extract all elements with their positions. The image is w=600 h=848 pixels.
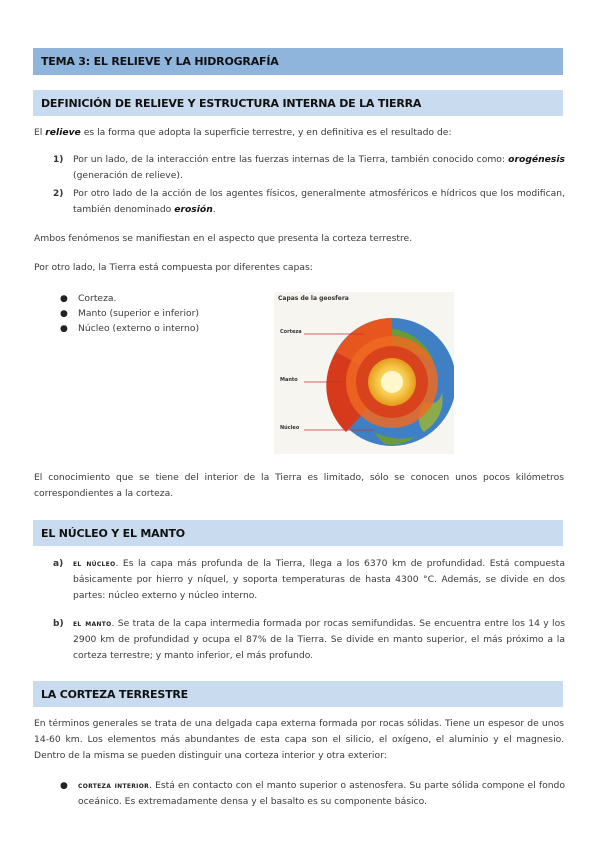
list-item: el manto. Se trata de la capa intermedia formada por rocas semifundidas. Se encuentra entre los 14 y los 2900 km de profundidad y ocupa el 87% de la Tierra. Se divide en manto superior, el más próximo a la corteza terrestre; y manto inferior, el más profundo. [73,618,565,661]
layer-item: Corteza. [78,293,117,304]
list-item: Por un lado, de la interacción entre las fuerzas internas de la Tierra, también conocido como: orogénesis (generación de relieve). [73,154,565,181]
layer-item: Núcleo (externo o interno) [78,323,200,334]
section-heading-nucleo-manto [33,520,563,546]
bullet-icon: ● [60,781,68,791]
figure-label-manto: Manto [280,377,298,383]
list-letter: b) [53,619,64,629]
paragraph-corteza: En términos generales se trata de una delgada capa externa formada por rocas sólidas. Tiene un espesor de unos 14-60 km. Los elementos más abundantes de esta capa son el silicio, el oxígeno, el aluminio y el magnesio. Dentro de la misma se pueden distinguir una corteza interior y otra exterior: [34,718,564,761]
figure-label-nucleo: Núcleo [280,425,300,431]
list-item: el núcleo. Es la capa más profunda de la Tierra, llega a los 6370 km de profundidad. Está compuesta básicamente por hierro y níquel, y soporta temperaturas de hasta 4300 °C. Además, se divide en dos partes: núcleo externo y núcleo interno. [73,558,565,601]
document-title-bar [33,48,563,75]
section-heading-relieve [33,90,563,116]
section-title: EL NÚCLEO Y EL MANTO [41,526,185,540]
list-number: 2) [53,189,64,199]
bullet-icon: ● [60,294,68,304]
section-title: LA CORTEZA TERRESTRE [41,687,188,701]
geosphere-figure [274,292,454,454]
bullet-icon: ● [60,309,68,319]
earth-cutaway-illustration [274,292,454,454]
section-title: DEFINICIÓN DE RELIEVE Y ESTRUCTURA INTERNA DE LA TIERRA [41,96,422,110]
intro-paragraph: El relieve es la forma que adopta la superficie terrestre, y en definitiva es el resultado de: [34,127,452,138]
bullet-icon: ● [60,324,68,334]
list-number: 1) [53,155,64,165]
list-letter: a) [53,559,64,569]
document-title: TEMA 3: EL RELIEVE Y LA HIDROGRAFÍA [41,55,279,68]
figure-label-corteza: Corteza [280,329,302,335]
paragraph-conocimiento: El conocimiento que se tiene del interior de la Tierra es limitado, sólo se conocen unos pocos kilómetros correspondientes a la corteza. [34,472,564,499]
paragraph-capas: Por otro lado, la Tierra está compuesta por diferentes capas: [34,262,313,273]
paragraph-ambos: Ambos fenómenos se manifiestan en el aspecto que presenta la corteza terrestre. [34,233,413,244]
layer-item: Manto (superior e inferior) [78,308,199,319]
list-item: corteza interior. Está en contacto con el manto superior o astenosfera. Su parte sólida compone el fondo oceánico. Es extremadamente densa y el basalto es su componente básico. [78,780,565,807]
figure-title: Capas de la geosfera [278,295,349,302]
section-heading-corteza [33,681,563,707]
list-item: Por otro lado de la acción de los agentes físicos, generalmente atmosféricos e hídricos que los modifican, también denominado erosión. [73,188,565,215]
